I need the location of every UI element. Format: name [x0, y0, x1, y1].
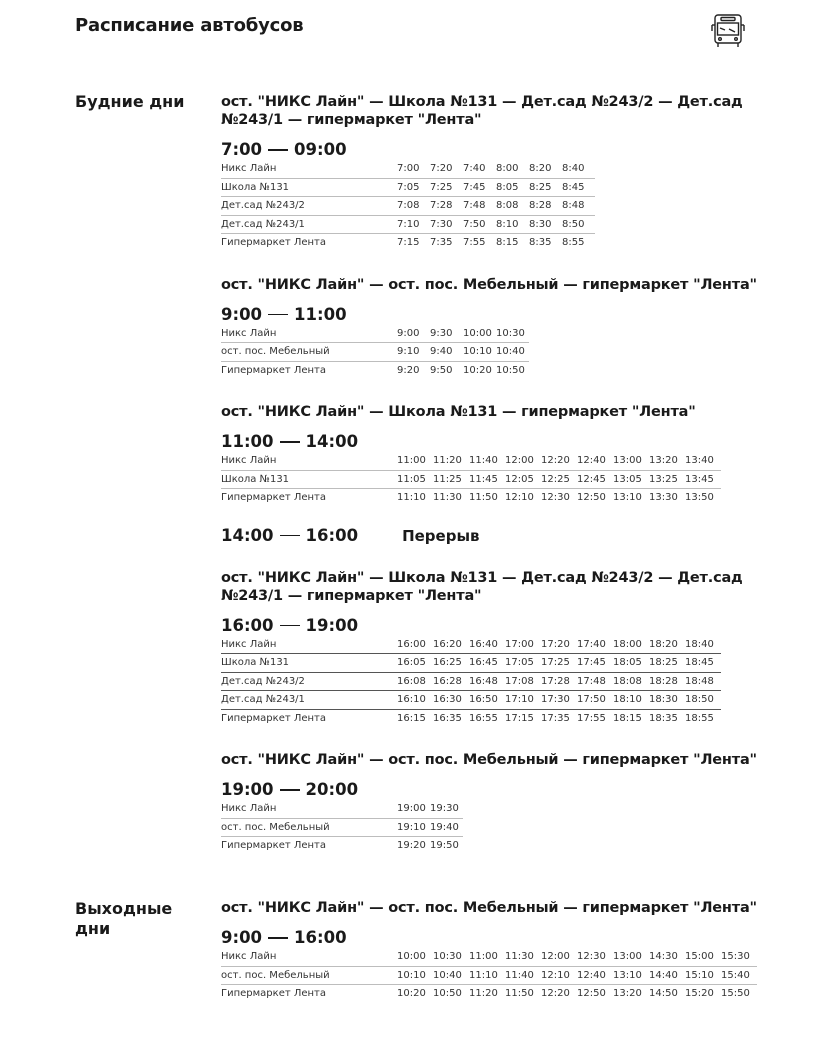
weekends-section — [221, 899, 761, 1003]
departure-time: 18:05 — [613, 654, 649, 673]
period-to: 14:00 — [305, 432, 359, 451]
stop-name: Школа №131 — [221, 470, 397, 489]
stop-name: Гипермаркет Лента — [221, 837, 397, 855]
period-from: 7:00 — [221, 140, 263, 159]
departure-time: 7:08 — [397, 197, 430, 216]
schedule-block — [221, 276, 761, 380]
departure-time: 7:15 — [397, 234, 430, 252]
route-title: ост. "НИКС Лайн" — ост. пос. Мебельный — гипермаркет "Лента" — [221, 900, 757, 916]
table-row — [221, 470, 721, 489]
departure-time: 16:45 — [469, 654, 505, 673]
departure-time: 12:00 — [505, 455, 534, 466]
departure-time: 14:50 — [649, 985, 685, 1003]
dash-separator — [280, 535, 300, 537]
period-heading — [221, 617, 761, 635]
period-to: 16:00 — [305, 525, 359, 545]
stop-name: Никс Лайн — [221, 455, 277, 466]
departure-time: 10:00 — [397, 951, 426, 962]
departure-time: 11:20 — [469, 985, 505, 1003]
departure-time: 11:40 — [505, 966, 541, 985]
departure-time: 12:30 — [577, 951, 606, 962]
departure-time: 8:20 — [529, 163, 552, 174]
table-row — [221, 178, 595, 197]
departure-time: 8:25 — [529, 178, 562, 197]
departure-time: 8:45 — [562, 178, 595, 197]
period-heading — [221, 433, 761, 451]
departure-time: 10:30 — [496, 327, 525, 339]
route-title: ост. "НИКС Лайн" — ост. пос. Мебельный — гипермаркет "Лента" — [221, 276, 757, 293]
departure-time: 12:20 — [541, 985, 577, 1003]
departure-time: 10:40 — [496, 343, 529, 362]
route-title: ост. "НИКС Лайн" — Школа №131 — Дет.сад №243/2 — Дет.сад №243/1 — гипермаркет "Лента" — [221, 569, 743, 604]
schedule-table — [221, 800, 463, 855]
stop-name: Школа №131 — [221, 654, 397, 673]
period-to: 19:00 — [305, 615, 359, 635]
schedule-block — [221, 93, 761, 252]
break-block — [221, 527, 761, 545]
departure-time: 8:50 — [562, 215, 595, 234]
dash-separator — [280, 625, 300, 627]
departure-time: 19:40 — [430, 818, 463, 837]
weekdays-section — [221, 93, 761, 855]
table-row — [221, 966, 757, 985]
departure-time: 8:00 — [496, 163, 519, 174]
departure-time: 11:45 — [469, 470, 505, 489]
departure-time: 16:20 — [433, 638, 462, 650]
departure-time: 17:35 — [541, 709, 577, 727]
departure-time: 11:50 — [469, 489, 505, 507]
departure-time: 18:20 — [649, 638, 678, 650]
departure-time: 16:15 — [397, 709, 433, 727]
departure-time: 15:40 — [721, 966, 757, 985]
departure-time: 18:25 — [649, 654, 685, 673]
schedule-table — [221, 452, 721, 507]
stop-name: Гипермаркет Лента — [221, 709, 397, 727]
departure-time: 7:55 — [463, 234, 496, 252]
departure-time: 13:45 — [685, 470, 721, 489]
departure-time: 7:05 — [397, 178, 430, 197]
schedule-table — [221, 160, 595, 252]
stop-name: Школа №131 — [221, 178, 397, 197]
departure-time: 13:20 — [613, 985, 649, 1003]
departure-time: 19:00 — [397, 803, 426, 814]
table-row — [221, 343, 529, 362]
departure-time: 7:10 — [397, 215, 430, 234]
dash-separator — [268, 149, 288, 151]
period-heading — [221, 306, 761, 324]
table-row — [221, 985, 757, 1003]
departure-time: 16:48 — [469, 672, 505, 691]
departure-time: 15:10 — [685, 966, 721, 985]
departure-time: 16:05 — [397, 654, 433, 673]
departure-time: 12:50 — [577, 985, 613, 1003]
departure-time: 7:45 — [463, 178, 496, 197]
dash-separator — [280, 789, 300, 791]
departure-time: 18:08 — [613, 672, 649, 691]
departure-time: 18:50 — [685, 691, 721, 710]
departure-time: 7:40 — [463, 163, 486, 174]
departure-time: 9:30 — [430, 327, 453, 339]
stop-name: Никс Лайн — [221, 638, 277, 650]
stop-name: ост. пос. Мебельный — [221, 966, 397, 985]
table-row — [221, 215, 595, 234]
departure-time: 17:05 — [505, 654, 541, 673]
stop-name: Дет.сад №243/1 — [221, 691, 397, 710]
period-from: 19:00 — [221, 780, 274, 799]
departure-time: 10:50 — [433, 985, 469, 1003]
departure-time: 18:48 — [685, 672, 721, 691]
departure-time: 16:28 — [433, 672, 469, 691]
dash-separator — [268, 314, 288, 316]
departure-time: 11:10 — [397, 489, 433, 507]
period-to: 11:00 — [294, 304, 347, 324]
route-title: ост. "НИКС Лайн" — ост. пос. Мебельный — гипермаркет "Лента" — [221, 752, 757, 768]
departure-time: 17:10 — [505, 691, 541, 710]
stop-name: Гипермаркет Лента — [221, 361, 397, 379]
period-heading — [221, 929, 761, 947]
table-row — [221, 160, 595, 178]
departure-time: 11:25 — [433, 470, 469, 489]
departure-time: 11:40 — [469, 455, 498, 466]
departure-time: 13:10 — [613, 489, 649, 507]
departure-time: 12:00 — [541, 951, 570, 962]
table-row — [221, 818, 463, 837]
departure-time: 11:50 — [505, 985, 541, 1003]
departure-time: 9:50 — [430, 361, 463, 379]
departure-time: 12:25 — [541, 470, 577, 489]
departure-time: 8:10 — [496, 215, 529, 234]
departure-time: 11:30 — [433, 489, 469, 507]
departure-time: 18:35 — [649, 709, 685, 727]
departure-time: 12:40 — [577, 966, 613, 985]
period-heading — [221, 781, 761, 799]
period-to: 16:00 — [294, 928, 347, 947]
departure-time: 19:10 — [397, 818, 430, 837]
stop-name: Никс Лайн — [221, 951, 277, 962]
departure-time: 13:40 — [685, 455, 714, 466]
stop-name: Гипермаркет Лента — [221, 489, 397, 507]
departure-time: 13:20 — [649, 455, 678, 466]
departure-time: 7:50 — [463, 215, 496, 234]
departure-time: 18:10 — [613, 691, 649, 710]
departure-time: 18:00 — [613, 638, 642, 650]
period-from: 9:00 — [221, 928, 263, 947]
departure-time: 9:20 — [397, 361, 430, 379]
departure-time: 10:20 — [397, 985, 433, 1003]
departure-time: 12:40 — [577, 455, 606, 466]
departure-time: 8:08 — [496, 197, 529, 216]
departure-time: 17:50 — [577, 691, 613, 710]
departure-time: 18:55 — [685, 709, 721, 727]
period-from: 16:00 — [221, 615, 274, 635]
departure-time: 16:35 — [433, 709, 469, 727]
stop-name: Дет.сад №243/2 — [221, 197, 397, 216]
departure-time: 11:05 — [397, 470, 433, 489]
period-from: 11:00 — [221, 432, 274, 451]
departure-time: 15:20 — [685, 985, 721, 1003]
period-from: 9:00 — [221, 304, 263, 324]
period-heading — [221, 527, 761, 545]
departure-time: 17:28 — [541, 672, 577, 691]
departure-time: 19:30 — [430, 803, 459, 814]
departure-time: 8:15 — [496, 234, 529, 252]
departure-time: 10:10 — [463, 343, 496, 362]
table-row — [221, 800, 463, 818]
departure-time: 17:25 — [541, 654, 577, 673]
table-row — [221, 234, 595, 252]
departure-time: 18:30 — [649, 691, 685, 710]
departure-time: 10:50 — [496, 361, 529, 379]
period-to: 20:00 — [305, 780, 359, 799]
departure-time: 7:35 — [430, 234, 463, 252]
departure-time: 7:20 — [430, 163, 453, 174]
departure-time: 19:50 — [430, 837, 463, 855]
departure-time: 7:30 — [430, 215, 463, 234]
departure-time: 10:00 — [463, 327, 492, 339]
departure-time: 7:25 — [430, 178, 463, 197]
departure-time: 11:00 — [469, 951, 498, 962]
departure-time: 19:20 — [397, 837, 430, 855]
departure-time: 14:30 — [649, 951, 678, 962]
departure-time: 16:25 — [433, 654, 469, 673]
departure-time: 16:55 — [469, 709, 505, 727]
table-row — [221, 636, 721, 654]
table-row — [221, 672, 721, 691]
stop-name: Гипермаркет Лента — [221, 985, 397, 1003]
departure-time: 16:50 — [469, 691, 505, 710]
table-row — [221, 489, 721, 507]
stop-name: ост. пос. Мебельный — [221, 818, 397, 837]
break-label: Перерыв — [402, 526, 480, 545]
departure-time: 17:30 — [541, 691, 577, 710]
departure-time: 14:40 — [649, 966, 685, 985]
table-row — [221, 837, 463, 855]
departure-time: 10:30 — [433, 951, 462, 962]
departure-time: 13:30 — [649, 489, 685, 507]
departure-time: 16:30 — [433, 691, 469, 710]
stop-name: Никс Лайн — [221, 327, 277, 339]
departure-time: 8:05 — [496, 178, 529, 197]
departure-time: 12:45 — [577, 470, 613, 489]
table-row — [221, 709, 721, 727]
departure-time: 16:10 — [397, 691, 433, 710]
departure-time: 13:00 — [613, 951, 642, 962]
departure-time: 8:40 — [562, 163, 585, 174]
departure-time: 13:05 — [613, 470, 649, 489]
departure-time: 17:40 — [577, 638, 606, 650]
schedule-block — [221, 751, 761, 855]
stop-name: Никс Лайн — [221, 803, 277, 814]
table-row — [221, 197, 595, 216]
departure-time: 15:30 — [721, 951, 750, 962]
departure-time: 8:48 — [562, 197, 595, 216]
stop-name: ост. пос. Мебельный — [221, 343, 397, 362]
departure-time: 12:10 — [541, 966, 577, 985]
departure-time: 17:08 — [505, 672, 541, 691]
departure-time: 12:10 — [505, 489, 541, 507]
departure-time: 9:00 — [397, 327, 420, 339]
departure-time: 8:35 — [529, 234, 562, 252]
departure-time: 18:45 — [685, 654, 721, 673]
schedule-block — [221, 899, 761, 1003]
departure-time: 15:00 — [685, 951, 714, 962]
table-row — [221, 325, 529, 343]
bus-icon — [708, 12, 748, 50]
departure-time: 10:10 — [397, 966, 433, 985]
schedule-block — [221, 403, 761, 507]
departure-time: 18:15 — [613, 709, 649, 727]
departure-time: 18:40 — [685, 638, 714, 650]
departure-time: 10:40 — [433, 966, 469, 985]
schedule-block — [221, 569, 761, 728]
stop-name: Никс Лайн — [221, 163, 277, 174]
departure-time: 16:08 — [397, 672, 433, 691]
departure-time: 17:20 — [541, 638, 570, 650]
weekdays-label: Будние дни — [75, 92, 185, 111]
departure-time: 17:55 — [577, 709, 613, 727]
period-from: 14:00 — [221, 525, 274, 545]
departure-time: 11:10 — [469, 966, 505, 985]
departure-time: 12:20 — [541, 455, 570, 466]
stop-name: Дет.сад №243/1 — [221, 215, 397, 234]
schedule-table — [221, 325, 529, 380]
period-heading — [221, 141, 761, 159]
departure-time: 8:55 — [562, 234, 595, 252]
departure-time: 8:30 — [529, 215, 562, 234]
route-title: ост. "НИКС Лайн" — Школа №131 — гипермаркет "Лента" — [221, 404, 696, 420]
page-title: Расписание автобусов — [75, 15, 304, 36]
departure-time: 9:10 — [397, 343, 430, 362]
departure-time: 13:50 — [685, 489, 721, 507]
departure-time: 17:48 — [577, 672, 613, 691]
dash-separator — [268, 937, 288, 939]
departure-time: 16:00 — [397, 638, 426, 650]
departure-time: 10:20 — [463, 361, 496, 379]
departure-time: 13:25 — [649, 470, 685, 489]
stop-name: Дет.сад №243/2 — [221, 672, 397, 691]
stop-name: Гипермаркет Лента — [221, 234, 397, 252]
table-row — [221, 654, 721, 673]
departure-time: 13:00 — [613, 455, 642, 466]
schedule-table — [221, 948, 757, 1003]
departure-time: 8:28 — [529, 197, 562, 216]
departure-time: 7:28 — [430, 197, 463, 216]
departure-time: 9:40 — [430, 343, 463, 362]
departure-time: 11:20 — [433, 455, 462, 466]
departure-time: 7:00 — [397, 163, 420, 174]
departure-time: 13:10 — [613, 966, 649, 985]
departure-time: 17:45 — [577, 654, 613, 673]
departure-time: 17:00 — [505, 638, 534, 650]
table-row — [221, 691, 721, 710]
departure-time: 12:05 — [505, 470, 541, 489]
weekends-label: Выходные дни — [75, 899, 173, 938]
table-row — [221, 948, 757, 966]
dash-separator — [280, 441, 300, 443]
table-row — [221, 361, 529, 379]
departure-time: 7:48 — [463, 197, 496, 216]
departure-time: 11:00 — [397, 455, 426, 466]
departure-time: 17:15 — [505, 709, 541, 727]
table-row — [221, 452, 721, 470]
departure-time: 16:40 — [469, 638, 498, 650]
schedule-table — [221, 636, 721, 728]
period-to: 09:00 — [294, 140, 347, 159]
route-title: ост. "НИКС Лайн" — Школа №131 — Дет.сад №243/2 — Дет.сад №243/1 — гипермаркет "Лента" — [221, 94, 743, 128]
departure-time: 18:28 — [649, 672, 685, 691]
departure-time: 11:30 — [505, 951, 534, 962]
departure-time: 15:50 — [721, 985, 757, 1003]
departure-time: 12:50 — [577, 489, 613, 507]
departure-time: 12:30 — [541, 489, 577, 507]
